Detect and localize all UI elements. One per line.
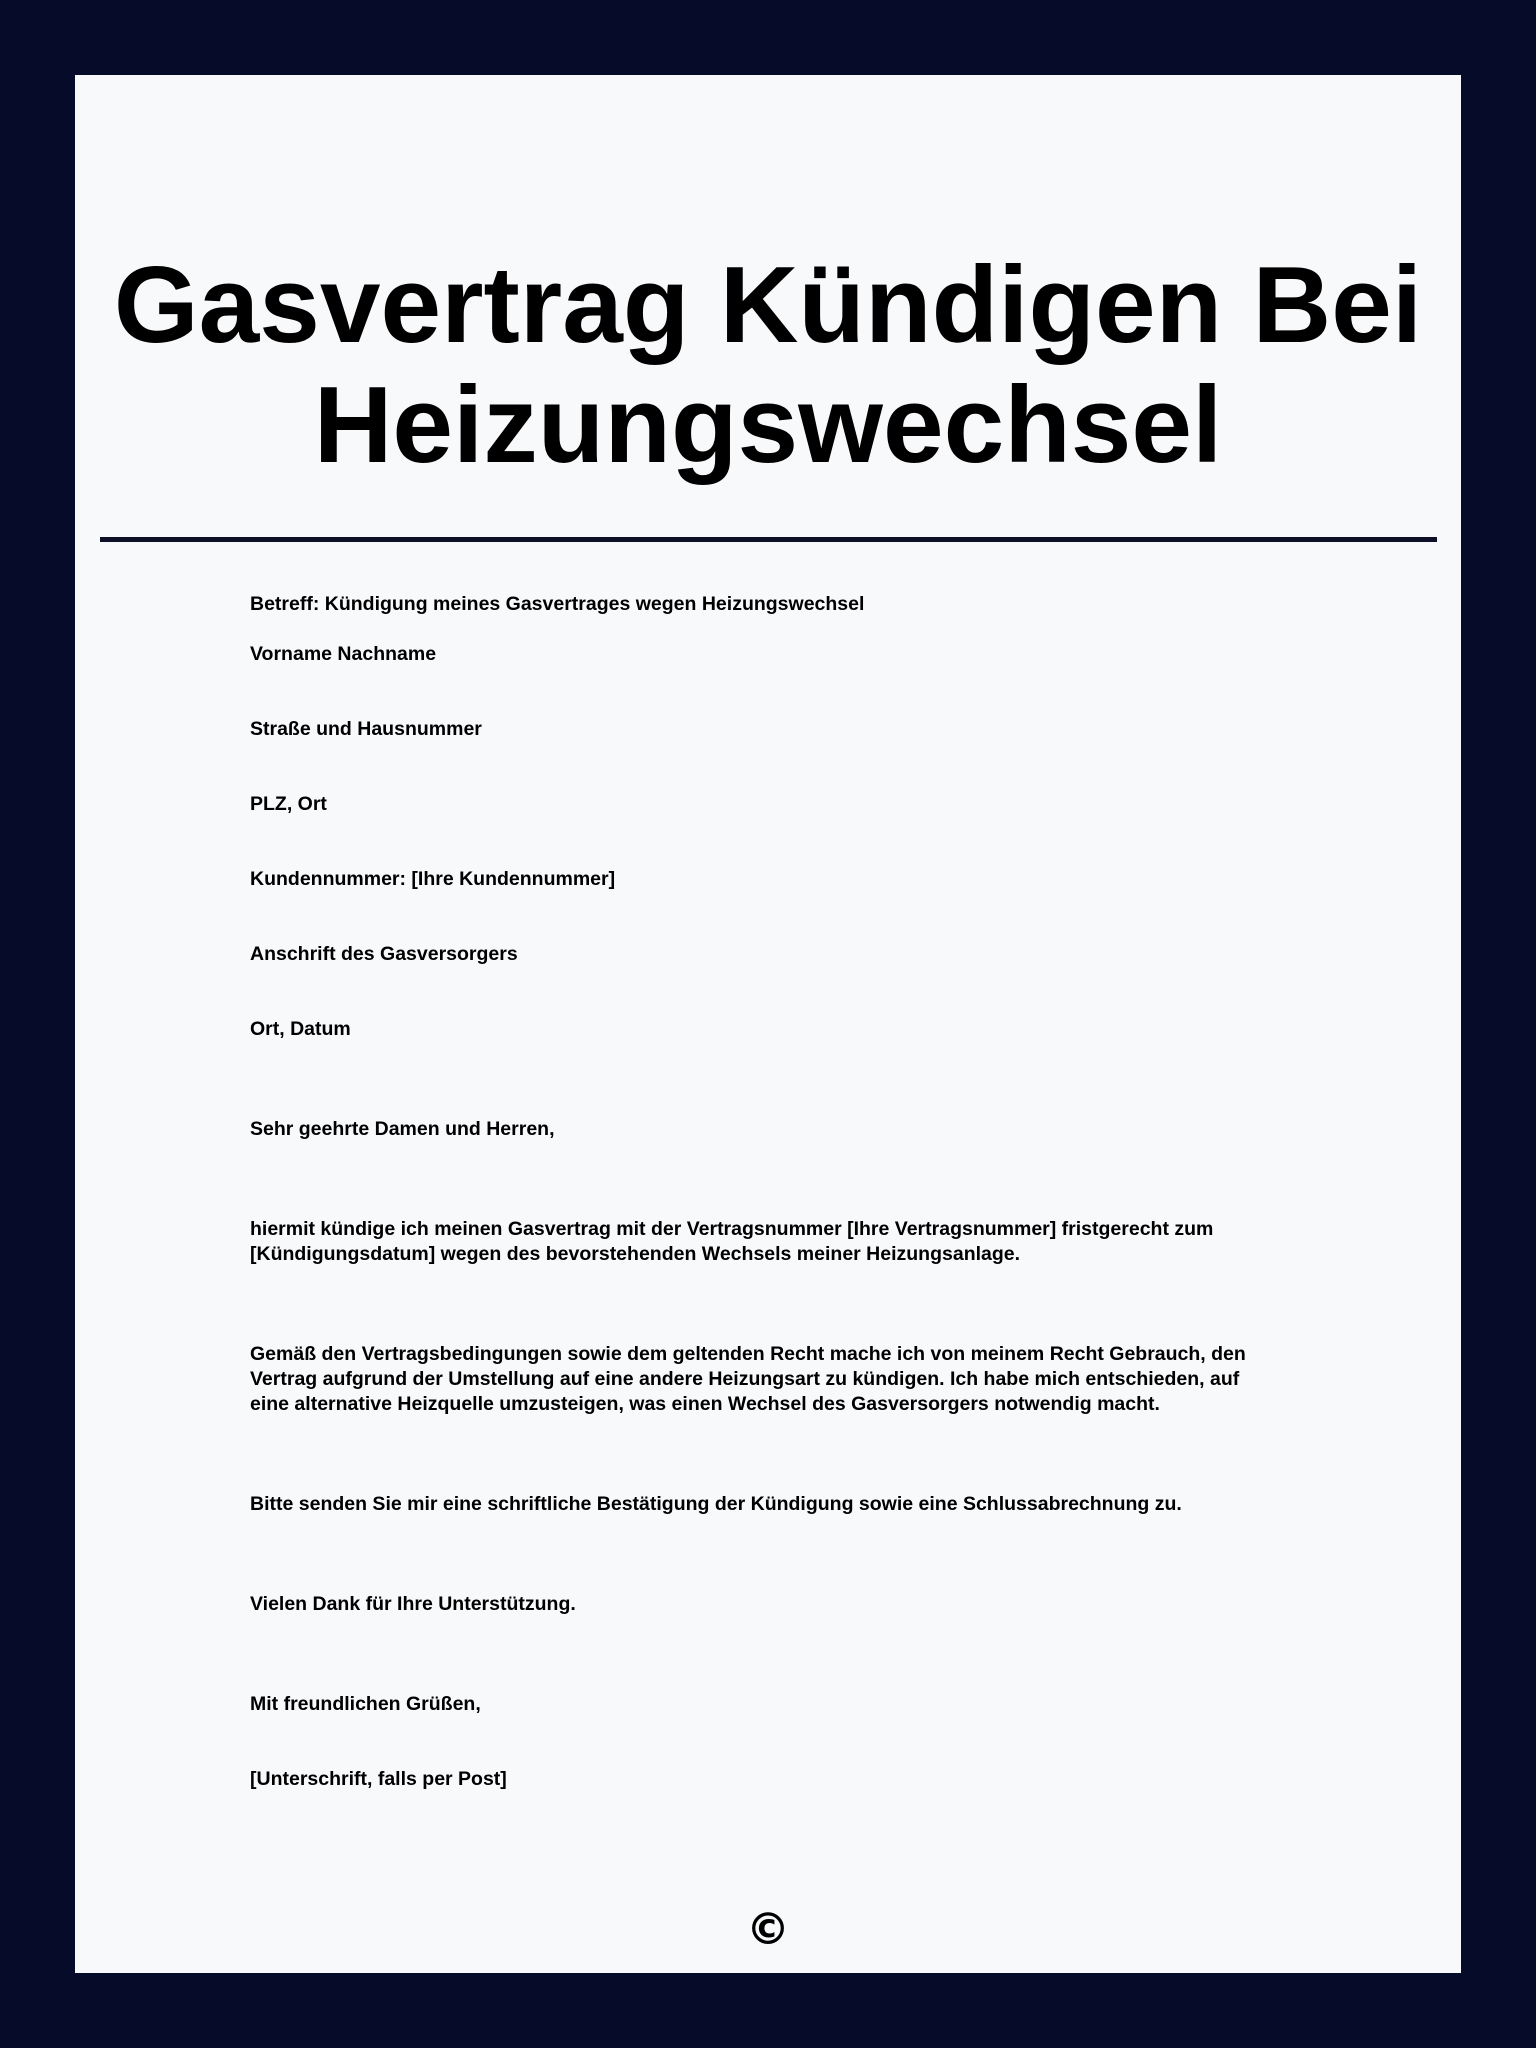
paragraph-1-line-2: [Kündigungsdatum] wegen des bevorstehenden Wechsels meiner Heizungsanlage. (250, 1243, 1021, 1265)
copyright-icon: © (746, 1904, 790, 1955)
paragraph-1-line-1: hiermit kündige ich meinen Gasvertrag mit der Vertragsnummer [Ihre Vertragsnummer] fristgerecht zum (250, 1218, 1214, 1240)
paragraph-2-line-1: Gemäß den Vertragsbedingungen sowie dem geltenden Recht mache ich von meinem Recht Gebrauch, den (250, 1343, 1246, 1365)
customer-number: Kundennummer: [Ihre Kundennummer] (250, 868, 616, 890)
supplier-address: Anschrift des Gasversorgers (250, 943, 518, 965)
letter-page (75, 75, 1461, 1973)
paragraph-3: Bitte senden Sie mir eine schriftliche Bestätigung der Kündigung sowie eine Schlussabrechnung zu. (250, 1493, 1182, 1515)
sender-street: Straße und Hausnummer (250, 718, 482, 740)
sender-city: PLZ, Ort (250, 793, 327, 815)
page-title: Gasvertrag Kündigen Bei Heizungswechsel (113, 244, 1423, 486)
paragraph-2-line-2: Vertrag aufgrund der Umstellung auf eine andere Heizungsart zu kündigen. Ich habe mich entschieden, auf (250, 1368, 1240, 1390)
signature-line: [Unterschrift, falls per Post] (250, 1768, 507, 1790)
place-date: Ort, Datum (250, 1018, 351, 1040)
title-divider (100, 537, 1437, 542)
sender-name: Vorname Nachname (250, 643, 437, 665)
thanks-line: Vielen Dank für Ihre Unterstützung. (250, 1593, 576, 1615)
closing-line: Mit freundlichen Grüßen, (250, 1693, 481, 1715)
paragraph-2-line-3: eine alternative Heizquelle umzusteigen, was einen Wechsel des Gasversorgers notwendig macht. (250, 1393, 1160, 1415)
subject-line: Betreff: Kündigung meines Gasvertrages wegen Heizungswechsel (250, 593, 865, 615)
salutation: Sehr geehrte Damen und Herren, (250, 1118, 555, 1140)
